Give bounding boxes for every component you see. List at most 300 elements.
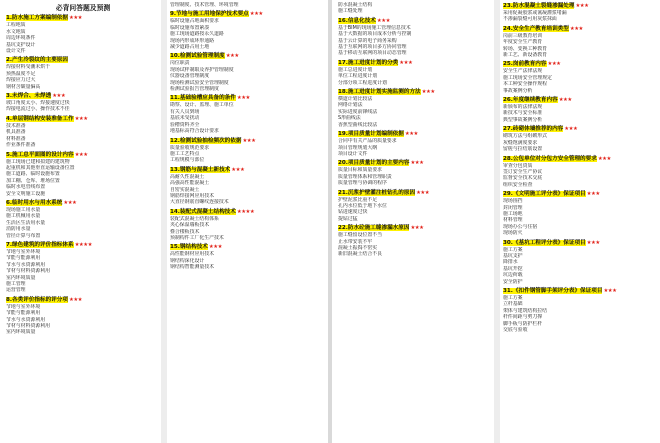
question-section bbox=[503, 239, 655, 285]
answer-line: 新技术与安全标准 bbox=[503, 110, 543, 117]
section-heading bbox=[6, 56, 160, 64]
answer-line: 监督安全技术交底 bbox=[503, 175, 543, 182]
highlighted-heading bbox=[338, 18, 376, 24]
highlighted-heading bbox=[338, 131, 404, 137]
section-heading bbox=[503, 239, 655, 247]
section-number: 13. bbox=[170, 166, 180, 173]
answer-line: 施工机械用水量 bbox=[6, 213, 41, 220]
answer-line: 砌筑方法与组砌形式 bbox=[503, 133, 548, 140]
highlighted-heading bbox=[338, 190, 415, 196]
section-title: 临时用水与用水系统 bbox=[12, 199, 63, 206]
answer-line: 施工场地 bbox=[503, 210, 523, 217]
section-title: 施工进度计划的分类 bbox=[347, 59, 399, 66]
importance-stars: ★★★ bbox=[603, 288, 617, 294]
answer-line: 验槽资料齐全 bbox=[170, 121, 200, 128]
section-title: 信息化技术 bbox=[347, 17, 376, 24]
highlighted-heading bbox=[170, 209, 236, 215]
section-title: 钢结构技术 bbox=[179, 244, 208, 251]
importance-stars: ★★★ bbox=[410, 225, 424, 232]
section-heading bbox=[170, 208, 323, 216]
section-heading bbox=[503, 190, 655, 198]
section-number: 22. bbox=[338, 225, 348, 232]
answer-line: 设计文件 bbox=[6, 48, 26, 55]
answer-line: 质量管理与协调的程序 bbox=[338, 180, 387, 187]
question-section bbox=[170, 137, 323, 164]
importance-stars: ★★★ bbox=[208, 244, 222, 251]
answer-line: 基于BIM的现场施工管理信息技术 bbox=[338, 24, 411, 31]
section-list bbox=[338, 2, 492, 258]
answer-line: 节能与能源利用 bbox=[6, 255, 41, 262]
section-heading bbox=[170, 166, 323, 174]
answer-line: 基底未受扰动 bbox=[170, 115, 200, 122]
answer-line: 仪器设备管理制度 bbox=[170, 73, 210, 80]
section-title: 单层钢结构安装准备工作 bbox=[12, 115, 74, 122]
section-title: 项目质量计划编制依据 bbox=[347, 131, 404, 138]
answer-line: 基于移动互联网的项目动态管理 bbox=[338, 50, 407, 57]
answer-line: 合同中有关产品的质量要求 bbox=[338, 138, 397, 145]
question-section bbox=[6, 92, 160, 113]
section-title: 项目质量计划的主要内容 bbox=[347, 160, 410, 167]
answer-line: 机具准备 bbox=[6, 129, 26, 136]
answer-line: 采用促凝胶浆或氰凝灌浆堵漏 bbox=[503, 10, 567, 16]
section-number: 31. bbox=[503, 288, 513, 294]
answer-line: 新工艺、新设备教育 bbox=[503, 52, 548, 59]
answer-line: 孔内水位低于地下水位 bbox=[338, 202, 387, 209]
section-title: 绿色建筑的评价指标体系 bbox=[12, 241, 74, 248]
section-title: 产生冷裂纹的主要原因 bbox=[12, 57, 68, 64]
importance-stars: ★★★ bbox=[410, 160, 424, 167]
question-section bbox=[503, 25, 655, 59]
answer-line: 安全生产法律法规 bbox=[503, 68, 543, 75]
section-number: 9. bbox=[170, 11, 177, 18]
section-heading bbox=[503, 96, 655, 104]
highlighted-heading bbox=[170, 95, 236, 101]
importance-stars: ★★★ bbox=[231, 166, 245, 173]
answer-line: 节材与材料资源利用 bbox=[6, 268, 51, 275]
section-number: 6. bbox=[6, 199, 13, 206]
answer-line: 混凝土振捣不密实 bbox=[338, 244, 378, 251]
answer-line: 节地与室外环境 bbox=[6, 248, 41, 255]
page-2-left-column bbox=[338, 0, 492, 443]
section-heading bbox=[338, 17, 492, 25]
section-heading bbox=[503, 2, 655, 10]
answer-line: 施工总进度计划 bbox=[338, 66, 373, 73]
importance-stars: ★★★ bbox=[575, 3, 589, 9]
question-section bbox=[6, 115, 160, 149]
answer-line: 临时水电管线布置 bbox=[6, 184, 46, 191]
section-heading bbox=[6, 199, 160, 207]
section-title: 安全生产教育培训类型 bbox=[512, 25, 569, 32]
section-title: 砖砌体墙推荐的内容 bbox=[512, 126, 564, 133]
answer-line: 安全防护 bbox=[503, 278, 523, 285]
section-title: 防水施工方案编制依据 bbox=[12, 15, 68, 22]
answer-line: 装配式混凝土结构体系 bbox=[170, 215, 219, 222]
highlighted-heading bbox=[338, 160, 409, 166]
answer-line: 新颁布的法律法规 bbox=[503, 104, 543, 111]
answer-line: 预热温度不足 bbox=[6, 70, 36, 77]
answer-line: 现场内形成环形通路 bbox=[170, 37, 215, 44]
section-heading bbox=[503, 287, 655, 295]
section-title: 钢筋与混凝土新技术 bbox=[179, 166, 231, 173]
highlighted-heading bbox=[503, 97, 558, 103]
answer-line: S形曲线法 bbox=[338, 115, 361, 122]
answer-line: 典型事故案例分析 bbox=[503, 116, 543, 123]
section-number: 5. bbox=[6, 151, 13, 158]
answer-line: 不渗漏裂缝可用灰浆抹面 bbox=[503, 16, 557, 23]
page-1-right-column bbox=[170, 0, 323, 443]
answer-line: 现场防火 bbox=[503, 230, 523, 237]
answer-line: 作业条件准备 bbox=[6, 142, 36, 149]
highlighted-heading bbox=[6, 93, 51, 99]
answer-line: 钢材含碳量偏高 bbox=[6, 83, 41, 90]
answer-line: 现场施工用水量 bbox=[6, 206, 41, 213]
answer-line: 高耐久性混凝土 bbox=[170, 173, 205, 180]
answer-line: 质量验收规范要求 bbox=[170, 144, 210, 151]
answer-line: 钻进速度过快 bbox=[338, 209, 368, 216]
answer-line: 事故案例分析 bbox=[503, 87, 533, 94]
answer-line: 质量目标和质量要求 bbox=[338, 167, 383, 174]
question-section bbox=[503, 60, 655, 94]
highlighted-heading bbox=[6, 297, 68, 303]
answer-line: 室内环境质量 bbox=[6, 274, 36, 281]
answer-line: 夹心保温墙板技术 bbox=[170, 222, 210, 229]
answer-line: 节水与水资源利用 bbox=[6, 261, 46, 268]
answer-line: 勘察、设计、监理、施工单位 bbox=[170, 102, 234, 109]
importance-stars: ★★★ bbox=[249, 11, 263, 18]
section-heading bbox=[503, 125, 655, 133]
page-2-right-column bbox=[503, 0, 655, 443]
answer-line: 本工种安全操作规程 bbox=[503, 81, 548, 88]
answer-line: 坡口角度太小、焊接速度过快 bbox=[6, 100, 70, 107]
answer-line: 自密实混凝土 bbox=[170, 186, 200, 193]
question-section bbox=[503, 190, 655, 236]
question-section bbox=[338, 17, 492, 57]
section-number: 23. bbox=[503, 3, 513, 9]
answer-line: 组织安全检查 bbox=[503, 181, 533, 188]
importance-stars: ★★★ bbox=[242, 137, 256, 144]
answer-line: 坑边荷载 bbox=[503, 272, 523, 279]
section-number: 2. bbox=[6, 57, 13, 64]
section-heading bbox=[6, 296, 160, 304]
importance-stars: ★★★ bbox=[586, 191, 600, 198]
answer-line: 生活区生活用水量 bbox=[6, 219, 46, 226]
answer-line: 施工方案 bbox=[503, 295, 523, 301]
section-heading bbox=[6, 151, 160, 159]
answer-line: 大直径钢筋直螺纹连接技术 bbox=[170, 199, 229, 206]
answer-line: 焊接应力过大 bbox=[6, 77, 36, 84]
answer-line: 施工缝留设位置不当 bbox=[338, 232, 383, 239]
importance-stars: ★★★ bbox=[52, 93, 66, 100]
answer-line: 基坑开挖 bbox=[503, 265, 523, 272]
section-number: 7. bbox=[6, 241, 13, 248]
answer-line: 现场办公与住宿 bbox=[503, 223, 538, 230]
section-number: 12. bbox=[170, 137, 180, 144]
highlighted-heading bbox=[170, 138, 241, 144]
answer-line: 基坑支护 bbox=[503, 252, 523, 259]
answer-line: 材料准备 bbox=[6, 135, 26, 142]
question-section bbox=[6, 296, 160, 336]
answer-line: 施工现场安全管理规定 bbox=[503, 74, 552, 81]
answer-line: 留槎与拉结筋设置 bbox=[503, 146, 543, 153]
section-number: 24. bbox=[503, 25, 513, 32]
answer-line: 基于大数据的项目成本分析与控制 bbox=[338, 31, 412, 38]
section-number: 1. bbox=[6, 15, 13, 22]
section-title: 装配式混凝土结构技术 bbox=[179, 208, 236, 215]
section-heading bbox=[338, 130, 492, 138]
importance-stars: ★★★ bbox=[399, 59, 413, 66]
question-section bbox=[503, 155, 655, 189]
answer-line: 焊接电流过小、操作技术不佳 bbox=[6, 106, 70, 113]
section-title: 《文明施工评分表》保证项目 bbox=[512, 191, 586, 198]
answer-line: 项目管理规划大纲 bbox=[338, 144, 378, 151]
section-title: 沉浆护壁灌注桩钻孔的原因 bbox=[347, 189, 416, 196]
question-section bbox=[170, 2, 323, 8]
highlighted-heading bbox=[6, 57, 68, 63]
answer-line: 材料管理 bbox=[503, 217, 523, 224]
question-section bbox=[338, 224, 492, 258]
section-number: 8. bbox=[6, 296, 13, 303]
answer-line: 高强高性能混凝土 bbox=[170, 180, 210, 187]
section-number: 4. bbox=[6, 115, 13, 122]
page-1-column-gutter bbox=[161, 0, 167, 443]
answer-line: 转场、变换工种教育 bbox=[503, 45, 548, 52]
answer-line: 安全文明施工设施 bbox=[6, 190, 46, 197]
section-title: 岗前教育内容 bbox=[512, 61, 547, 68]
importance-stars: ★★★ bbox=[63, 199, 77, 206]
answer-line: 工程规模与部位 bbox=[170, 157, 205, 164]
answer-line: 节水与水资源利用 bbox=[6, 316, 46, 323]
question-section bbox=[6, 56, 160, 90]
page-2-column-gutter bbox=[494, 0, 500, 443]
answer-line: 叠合楼板技术 bbox=[170, 228, 200, 235]
answer-line: 基于云计算的电子商务采购 bbox=[338, 37, 397, 44]
section-number: 3. bbox=[6, 93, 13, 100]
importance-stars: ★★★ bbox=[376, 17, 390, 24]
importance-stars: ★★★ bbox=[597, 155, 611, 162]
section-number: 19. bbox=[338, 131, 348, 138]
answer-line: 施工方案 bbox=[503, 246, 523, 253]
section-number: 20. bbox=[338, 160, 348, 167]
highlighted-heading bbox=[503, 288, 602, 294]
section-title: 公包单位对分包方安全管理的要求 bbox=[512, 155, 597, 162]
highlighted-heading bbox=[6, 152, 74, 158]
section-title: 《基坑工程评分表》保证项目 bbox=[512, 239, 586, 246]
highlighted-heading bbox=[6, 242, 74, 248]
document-page-2 bbox=[332, 0, 660, 443]
answer-line: 技术准备 bbox=[6, 122, 26, 129]
section-heading bbox=[338, 224, 492, 232]
answer-line: 质量管理体系和管理职责 bbox=[338, 173, 392, 180]
section-heading bbox=[170, 243, 323, 251]
section-number: 27. bbox=[503, 126, 513, 133]
answer-line: 新旧混凝土结合不良 bbox=[338, 251, 383, 258]
section-heading bbox=[170, 137, 323, 145]
importance-stars: ★★★ bbox=[558, 97, 572, 104]
answer-line: 节材与材料资源利用 bbox=[6, 323, 51, 330]
highlighted-heading bbox=[170, 167, 230, 173]
question-section bbox=[170, 94, 323, 134]
section-title: 基础验槽应具备的条件 bbox=[179, 95, 236, 102]
answer-line: 年度安全生产教育 bbox=[503, 39, 543, 46]
highlighted-heading bbox=[503, 191, 586, 197]
answer-line: 现场检测试验安全管理制度 bbox=[170, 79, 229, 86]
importance-stars: ★★★ bbox=[68, 296, 82, 303]
section-title: 年度继续教育内容 bbox=[512, 97, 558, 104]
section-number: 18. bbox=[338, 89, 348, 96]
section-number: 30. bbox=[503, 239, 513, 246]
answer-line: 节地与室外环境 bbox=[6, 303, 41, 310]
importance-stars: ★★★ bbox=[547, 61, 561, 68]
answer-line: 管理制度、技术管理、环境管理 bbox=[170, 2, 239, 8]
section-heading bbox=[170, 10, 323, 18]
answer-line: 基于互联网的项目多方协同管理 bbox=[338, 44, 407, 51]
section-number: 26. bbox=[503, 97, 513, 104]
question-section bbox=[338, 189, 492, 223]
answer-line: 钢结构智能测量技术 bbox=[170, 264, 215, 271]
importance-stars: ★★★ bbox=[586, 239, 600, 246]
importance-stars: ★★★ bbox=[421, 89, 435, 96]
importance-stars: ★★★★ bbox=[236, 208, 255, 215]
section-heading bbox=[503, 25, 655, 33]
section-heading bbox=[338, 189, 492, 197]
question-section bbox=[170, 10, 323, 50]
answer-line: 周边环境条件 bbox=[6, 35, 36, 42]
question-section bbox=[503, 125, 655, 152]
answer-line: 香蕉型曲线比较法 bbox=[338, 121, 378, 128]
question-section bbox=[338, 159, 492, 186]
question-section bbox=[6, 199, 160, 239]
section-number: 28. bbox=[503, 155, 513, 162]
section-number: 15. bbox=[170, 244, 180, 251]
highlighted-heading bbox=[503, 240, 586, 246]
question-section bbox=[170, 52, 323, 92]
importance-stars: ★★★ bbox=[74, 151, 88, 158]
answer-line: 预制构件工厂化生产技术 bbox=[170, 234, 224, 241]
question-section bbox=[6, 14, 160, 54]
highlighted-heading bbox=[170, 53, 225, 59]
answer-line: 项目设计文件 bbox=[338, 150, 368, 157]
answer-line: 钢筋焊接网应用技术 bbox=[170, 192, 215, 199]
section-number: 16. bbox=[338, 17, 348, 24]
highlighted-heading bbox=[6, 200, 62, 206]
section-title: 《扣件钢管脚手架评分表》保证项目 bbox=[512, 288, 603, 294]
question-section bbox=[338, 130, 492, 157]
question-section bbox=[170, 243, 323, 270]
answer-line: 横道计划比较法 bbox=[338, 96, 373, 103]
answer-line: 节能与能源利用 bbox=[6, 310, 41, 317]
answer-line: 现场围挡 bbox=[503, 198, 523, 205]
answer-line: 施工现场已建和拟建的建筑物 bbox=[6, 158, 70, 165]
answer-line: 施工缝处理 bbox=[338, 8, 363, 15]
importance-stars: ★★★★ bbox=[74, 241, 92, 248]
answer-line: 施工道路、临时设施布置 bbox=[6, 171, 60, 178]
answer-line: 架体与建筑结构拉结 bbox=[503, 307, 548, 314]
highlighted-heading bbox=[503, 126, 563, 132]
section-title: 未焊合、未焊透 bbox=[12, 93, 52, 100]
answer-line: 施工现场道路按永久道路 bbox=[170, 31, 224, 38]
section-list bbox=[170, 2, 323, 271]
section-number: 17. bbox=[338, 59, 348, 66]
section-number: 11. bbox=[170, 95, 180, 102]
importance-stars: ★★★ bbox=[564, 126, 578, 133]
answer-line: 消防用水量 bbox=[6, 226, 31, 233]
question-section bbox=[503, 2, 655, 23]
answer-line: 加工棚、仓库、堆场位置 bbox=[6, 177, 60, 184]
highlighted-heading bbox=[503, 3, 574, 9]
highlighted-heading bbox=[6, 15, 68, 21]
page-title: 必背问答题及预测 bbox=[55, 4, 111, 12]
section-number: 14. bbox=[170, 208, 180, 215]
question-section bbox=[503, 96, 655, 123]
answer-line: 临时设施布置紧凑 bbox=[170, 24, 210, 31]
answer-line: 焊接材料受潮未烘干 bbox=[6, 64, 51, 71]
answer-line: 岗位职责 bbox=[170, 60, 190, 67]
section-heading bbox=[338, 59, 492, 67]
answer-line: 审查分包资质 bbox=[503, 162, 533, 169]
answer-line: 护壁泥浆比重不足 bbox=[338, 196, 378, 203]
highlighted-heading bbox=[170, 11, 249, 17]
answer-line: 有关人员到场 bbox=[170, 108, 200, 115]
section-heading bbox=[338, 159, 492, 167]
answer-line: 减少道路占用土地 bbox=[170, 44, 210, 51]
highlighted-heading bbox=[503, 61, 547, 67]
importance-stars: ★★★ bbox=[569, 25, 583, 32]
question-section bbox=[6, 151, 160, 197]
answer-line: 实际进度前锋线法 bbox=[338, 108, 378, 115]
answer-line: 止水带安装不牢 bbox=[338, 238, 373, 245]
answer-line: 交底与验收 bbox=[503, 327, 528, 334]
answer-line: 地基标高符合设计要求 bbox=[170, 128, 219, 135]
section-number: 10. bbox=[170, 53, 180, 60]
answer-line: 运营管理 bbox=[6, 287, 26, 294]
answer-line: 灰缝饱满度要求 bbox=[503, 139, 538, 146]
section-number: 21. bbox=[338, 189, 348, 196]
section-title: 施工总平面图的设计内容 bbox=[12, 151, 74, 158]
section-title: 防水混凝土裂缝渗漏处理 bbox=[512, 3, 575, 9]
importance-stars: ★★★ bbox=[236, 95, 250, 102]
page-1-left-column bbox=[6, 0, 160, 443]
answer-line: 工程地质 bbox=[6, 22, 26, 29]
answer-line: 单位工程进度计划 bbox=[338, 73, 378, 80]
question-section bbox=[338, 59, 492, 86]
answer-line: 基坑支护设计 bbox=[6, 41, 36, 48]
question-section bbox=[6, 241, 160, 294]
answer-line: 现场试样制取及养护管理制度 bbox=[170, 66, 234, 73]
question-section bbox=[338, 88, 492, 128]
section-title: 节地与施工用地保护技术要点 bbox=[176, 11, 249, 18]
question-section bbox=[170, 208, 323, 242]
section-heading bbox=[503, 155, 655, 163]
highlighted-heading bbox=[338, 89, 421, 95]
highlighted-heading bbox=[6, 116, 74, 122]
section-list bbox=[6, 14, 160, 335]
section-heading bbox=[6, 115, 160, 123]
answer-line: 钢结构深化设计 bbox=[170, 257, 205, 264]
highlighted-heading bbox=[503, 26, 569, 32]
importance-stars: ★★★ bbox=[225, 53, 239, 60]
answer-line: 脚手板与防护栏杆 bbox=[503, 320, 543, 327]
answer-line: 分部分项工程进度计划 bbox=[338, 79, 387, 86]
answer-line: 防水混凝土结构 bbox=[338, 2, 373, 8]
question-section bbox=[503, 287, 655, 333]
section-number: 25. bbox=[503, 61, 513, 68]
section-title: 各类评价指标的评分项 bbox=[12, 296, 68, 303]
section-heading bbox=[170, 94, 323, 102]
highlighted-heading bbox=[170, 244, 208, 250]
answer-line: 岗前三级教育培训 bbox=[503, 32, 543, 39]
section-title: 检测试验抽检频次的依据 bbox=[179, 137, 242, 144]
answer-line: 施工管理 bbox=[6, 281, 26, 287]
